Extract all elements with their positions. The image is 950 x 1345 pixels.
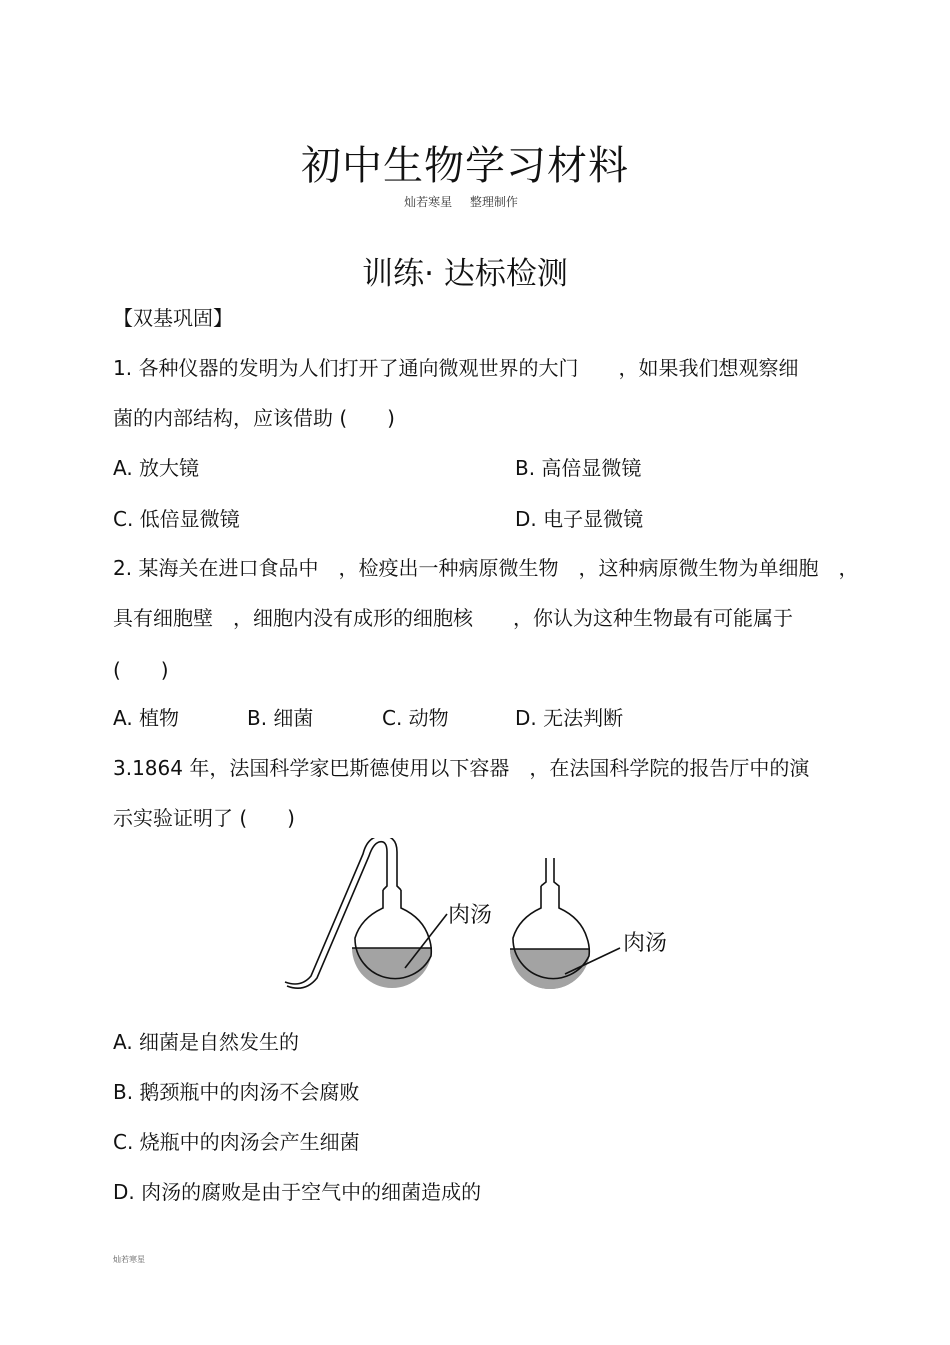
page-footer: 灿若寒星: [113, 1255, 145, 1264]
swan-neck-flask-icon: [285, 838, 447, 988]
question-2-line-2: 具有细胞壁 ，细胞内没有成形的细胞核 ，你认为这种生物最有可能属于: [113, 606, 793, 630]
question-3-line-1: 3.1864 年，法国科学家巴斯德使用以下容器 ，在法国科学院的报告厅中的演: [113, 756, 810, 780]
document-title: 初中生物学习材料: [301, 143, 629, 189]
document-subtitle: 灿若寒星 整理制作: [404, 195, 518, 209]
round-flask-icon: [510, 858, 620, 989]
question-1-option-c: C. 低倍显微镜: [113, 507, 240, 531]
question-2-line-1: 2. 某海关在进口食品中 ，检疫出一种病原微生物 ，这种病原微生物为单细胞 ，: [113, 556, 859, 580]
question-2-option-b: B. 细菌: [247, 706, 314, 730]
question-3-option-b: B. 鹅颈瓶中的肉汤不会腐败: [113, 1080, 360, 1104]
left-flask-label: 肉汤: [448, 903, 493, 928]
section-title: 训练· 达标检测: [362, 256, 568, 292]
question-2-option-c: C. 动物: [382, 706, 449, 730]
question-1-line-2: 菌的内部结构，应该借助 ( ): [113, 406, 395, 430]
question-3-option-c: C. 烧瓶中的肉汤会产生细菌: [113, 1130, 360, 1154]
question-1-option-b: B. 高倍显微镜: [515, 456, 642, 480]
question-2-line-3: ( ): [113, 658, 169, 682]
question-2-option-d: D. 无法判断: [515, 706, 624, 730]
question-3-option-a: A. 细菌是自然发生的: [113, 1030, 300, 1054]
question-3-line-2: 示实验证明了 ( ): [113, 806, 295, 830]
question-3-option-d: D. 肉汤的腐败是由于空气中的细菌造成的: [113, 1180, 482, 1204]
question-1-line-1: 1. 各种仪器的发明为人们打开了通向微观世界的大门 ，如果我们想观察细: [113, 356, 799, 380]
question-1-option-a: A. 放大镜: [113, 456, 200, 480]
question-1-option-d: D. 电子显微镜: [515, 507, 644, 531]
subsection-heading: 【双基巩固】: [113, 306, 233, 330]
right-flask-label: 肉汤: [623, 931, 668, 956]
pasteur-flasks-figure: [275, 838, 695, 1008]
question-2-option-a: A. 植物: [113, 706, 180, 730]
